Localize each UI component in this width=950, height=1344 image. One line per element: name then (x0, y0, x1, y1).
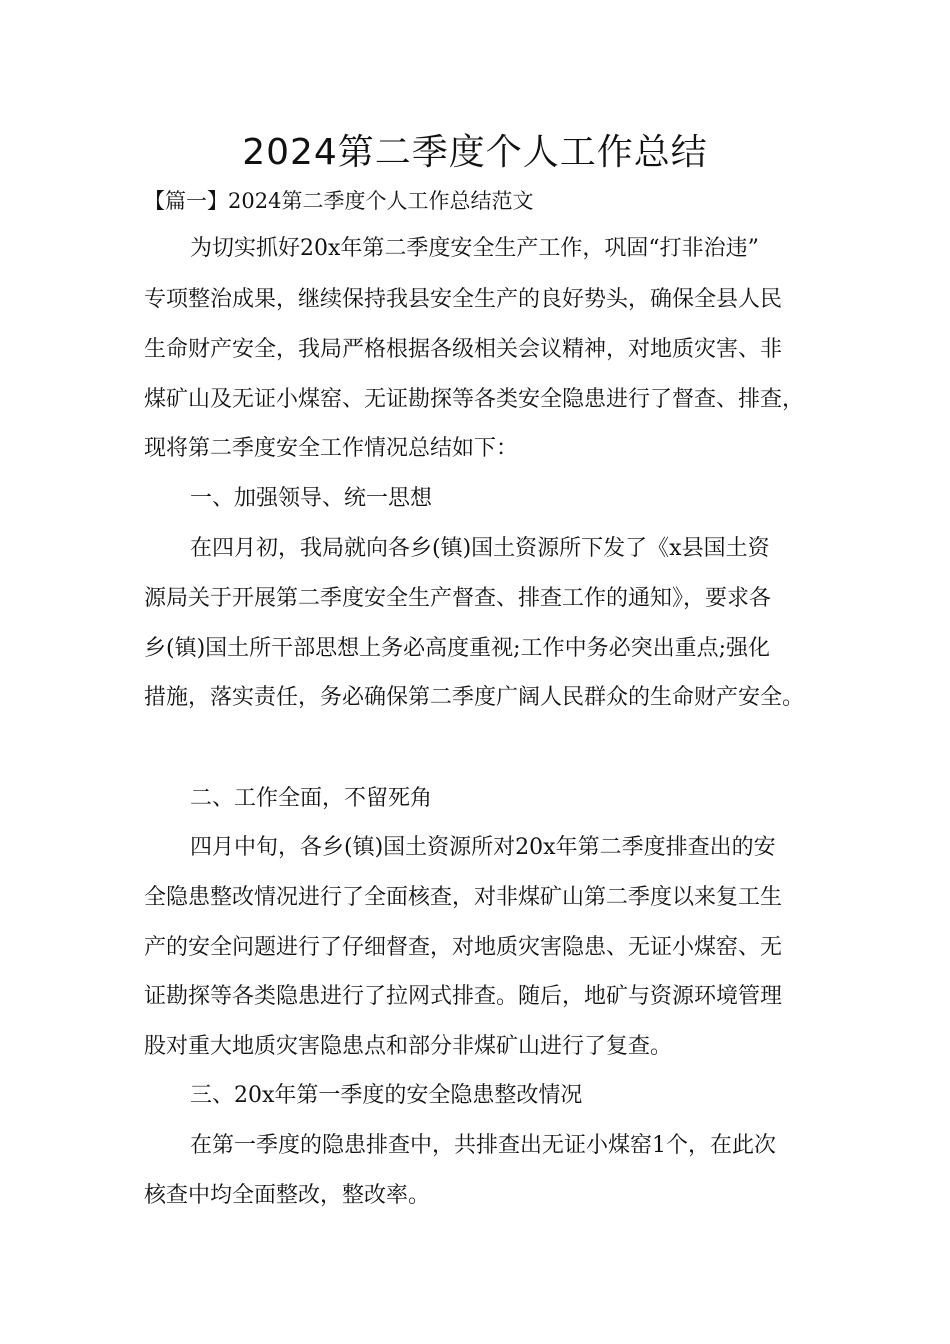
paragraph-line: 在第一季度的隐患排查中，共排查出无证小煤窑1个，在此次 (190, 1133, 776, 1158)
paragraph-line: 股对重大地质灾害隐患点和部分非煤矿山进行了复查。 (144, 1034, 673, 1059)
paragraph-line: 全隐患整改情况进行了全面核查，对非煤矿山第二季度以来复工生 (144, 885, 783, 910)
section-subtitle: 【篇一】2024第二季度个人工作总结范文 (144, 189, 534, 213)
paragraph-line: 乡(镇)国土所干部思想上务必高度重视;工作中务必突出重点;强化 (144, 636, 770, 661)
paragraph-line: 现将第二季度安全工作情况总结如下： (144, 436, 519, 461)
section-heading: 二、工作全面，不留死角 (190, 786, 433, 811)
paragraph-line: 源局关于开展第二季度安全生产督查、排查工作的通知》，要求各 (144, 586, 772, 611)
paragraph-line: 为切实抓好20x年第二季度安全生产工作，巩固“打非治违” (190, 236, 759, 261)
paragraph-line: 措施，落实责任，务必确保第二季度广阔人民群众的生命财产安全。 (144, 685, 805, 710)
section-heading: 三、20x年第一季度的安全隐患整改情况 (190, 1083, 583, 1108)
paragraph-line: 生命财产安全，我局严格根据各级相关会议精神，对地质灾害、非 (144, 337, 783, 362)
paragraph-line: 专项整治成果，继续保持我县安全生产的良好势头，确保全县人民 (144, 287, 783, 312)
paragraph-line: 在四月初，我局就向各乡(镇)国土资源所下发了《x县国土资 (190, 536, 770, 561)
paragraph-line: 核查中均全面整改，整改率。 (144, 1183, 431, 1208)
paragraph-line: 产的安全问题进行了仔细督查，对地质灾害隐患、无证小煤窑、无 (144, 935, 783, 960)
paragraph-line: 证勘探等各类隐患进行了拉网式排查。随后，地矿与资源环境管理 (144, 984, 783, 1009)
section-heading: 一、加强领导、统一思想 (190, 486, 433, 511)
paragraph-line: 煤矿山及无证小煤窑、无证勘探等各类安全隐患进行了督查、排查， (144, 387, 805, 412)
paragraph-line: 四月中旬，各乡(镇)国土资源所对20x年第二季度排查出的安 (190, 835, 776, 860)
document-title: 2024第二季度个人工作总结 (242, 132, 708, 173)
